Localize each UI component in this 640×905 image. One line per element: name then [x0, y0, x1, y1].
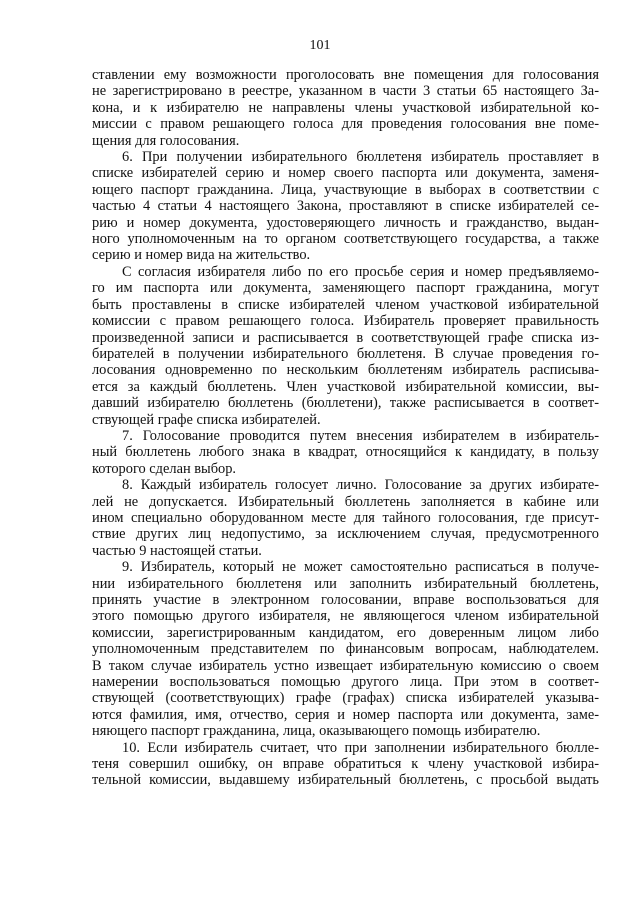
text-line: частью 4 статьи 4 настоящего Закона, проставляют в списке избирателей се-: [92, 198, 599, 215]
text-line: 6. При получении избирательного бюллетеня избиратель проставляет в: [122, 149, 599, 166]
text-line: комиссии с правом решающего голоса. Избиратель проверяет правильность: [92, 313, 599, 330]
page-number: 101: [309, 38, 331, 53]
text-line: ствующей (соответствующих) графе (графах) списка избирателей указыва-: [92, 690, 599, 707]
text-line: В таком случае избиратель устно извещает избирательную комиссию о своем: [92, 657, 599, 674]
text-line: произведенной записи и расписывается в соответствующей графе списка из-: [92, 329, 599, 346]
document-body: [92, 67, 599, 789]
text-line: няющего паспорт гражданина, лица, оказывающего помощь избирателю.: [92, 723, 541, 740]
text-line: рию и номер документа, удостоверяющего личность и гражданство, выдан-: [92, 214, 599, 231]
text-line: которого сделан выбор.: [92, 460, 237, 477]
text-line: ставлении ему возможности проголосовать вне помещения для голосования: [92, 67, 599, 83]
text-line: списке избирателей серию и номер своего паспорта или документа, заменя-: [92, 165, 599, 182]
text-line: щения для голосования.: [92, 132, 240, 149]
text-line: 7. Голосование проводится путем внесения избирателем в избиратель-: [122, 427, 599, 444]
text-line: ствующей графе списка избирателей.: [92, 411, 321, 428]
text-line: 8. Каждый избиратель голосует лично. Голосование за других избирате-: [122, 477, 599, 494]
text-line: ется за каждый бюллетень. Член участковой избирательной комиссии, вы-: [92, 378, 599, 395]
text-line: ином специально оборудованном месте для тайного голосования, где присут-: [92, 509, 599, 526]
text-line: этого помощью другого избирателя, не являющегося членом избирательной: [92, 608, 599, 625]
text-line: бирателей в получении избирательного бюллетеня. В случае проведения го-: [92, 345, 599, 362]
text-line: ствие других лиц недопустимо, за исключением случая, предусмотренного: [92, 526, 599, 543]
text-line: намерении воспользоваться помощью другого лица. При этом в соответ-: [92, 674, 599, 691]
text-line: лосования одновременно по нескольким бюллетеням избиратель расписыва-: [92, 362, 599, 379]
text-line: не зарегистрировано в реестре, указанном в части 3 статьи 65 настоящего За-: [92, 83, 599, 100]
text-line: ющего паспорт гражданина. Лица, участвующие в выборах в соответствии с: [92, 181, 599, 198]
text-line: го им паспорта или документа, заменяющего паспорт гражданина, могут: [92, 280, 599, 297]
text-line: тельной комиссии, выдавшему избирательный бюллетень, с просьбой выдать: [92, 772, 599, 789]
text-line: ный бюллетень любого знака в квадрат, относящийся к кандидату, в пользу: [92, 444, 599, 461]
text-line: серию и номер вида на жительство.: [92, 247, 311, 264]
text-line: ного уполномоченным на то органом соответствующего государства, а также: [92, 231, 599, 248]
text-line: теня совершил ошибку, он вправе обратиться к члену участковой избира-: [92, 756, 599, 773]
text-line: ются фамилия, имя, отчество, серия и номер паспорта или документа, заме-: [92, 706, 599, 723]
text-line: быть проставлены в списке избирателей членом участковой избирательной: [92, 296, 599, 313]
text-line: 10. Если избиратель считает, что при заполнении избирательного бюлле-: [122, 739, 599, 756]
text-line: нии избирательного бюллетеня или заполнить избирательный бюллетень,: [92, 575, 599, 592]
text-line: уполномоченным представителем по финансовым вопросам, наблюдателем.: [92, 641, 599, 658]
text-line: принять участие в электронном голосовании, вправе воспользоваться для: [92, 592, 599, 608]
text-line: кона, и к избирателю не направлены члены участковой избирательной ко-: [92, 99, 599, 116]
text-line: миссии с правом решающего голоса для проведения голосования вне поме-: [92, 116, 599, 133]
text-line: комиссии, зарегистрированным кандидатом, его доверенным лицом либо: [92, 624, 599, 641]
text-line: С согласия избирателя либо по его просьбе серия и номер предъявляемо-: [122, 263, 599, 280]
text-line: 9. Избиратель, который не может самостоятельно расписаться в получе-: [122, 559, 599, 576]
text-line: частью 9 настоящей статьи.: [92, 542, 262, 559]
text-line: давший избирателю бюллетень (бюллетени), также расписывается в соответ-: [92, 395, 599, 412]
text-line: лей не допускается. Избирательный бюллетень заполняется в кабине или: [92, 493, 599, 510]
